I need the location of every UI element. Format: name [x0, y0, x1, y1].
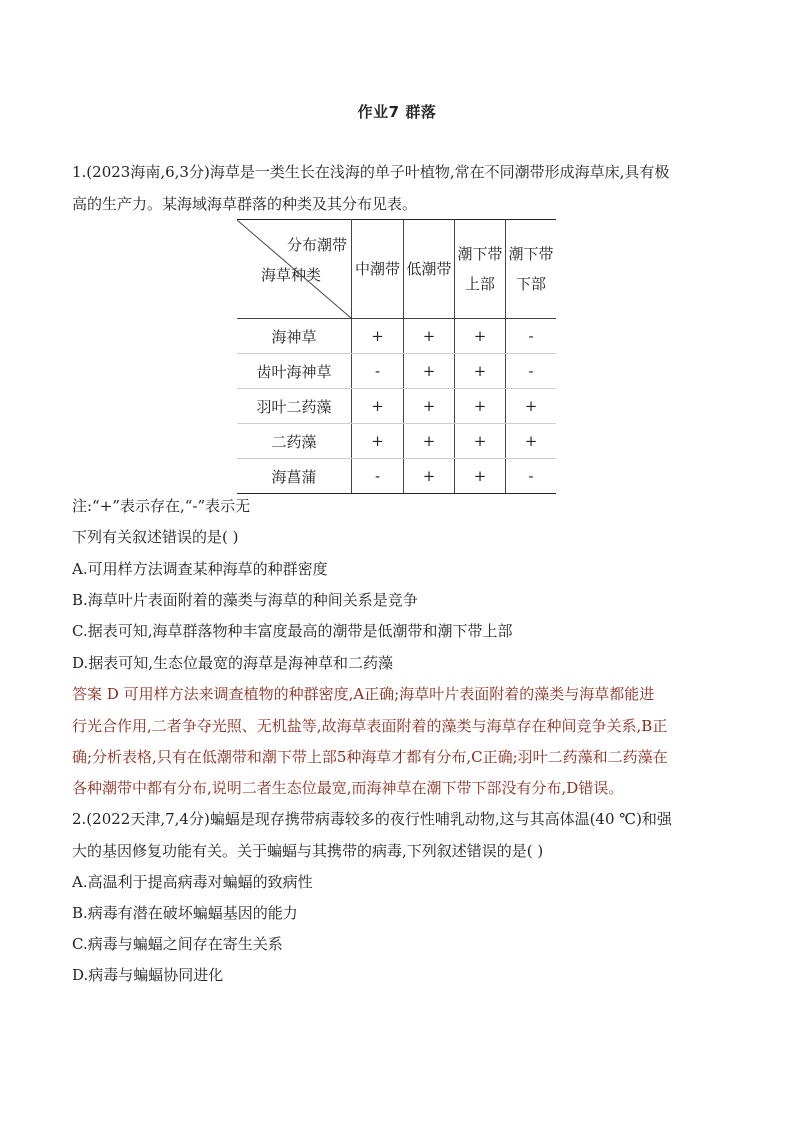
- table-note: 注:“+”表示存在,“-”表示无: [72, 497, 251, 515]
- q2-stem-line-1: 2.(2022天津,7,4分)蝙蝠是现存携带病毒较多的夜行性哺乳动物,这与其高体温(40 ℃)和强: [72, 810, 672, 828]
- q1-stem-line-1: 1.(2023海南,6,3分)海草是一类生长在浅海的单子叶植物,常在不同潮带形成海草床,具有极: [72, 163, 670, 181]
- corner-top-label: 分布潮带: [286, 236, 347, 254]
- column-header: 中潮带: [352, 220, 404, 319]
- table-cell: -: [352, 459, 404, 494]
- table-row: [237, 459, 556, 494]
- table-cell: -: [506, 459, 557, 494]
- q2-option-d: D.病毒与蝙蝠协同进化: [72, 966, 224, 984]
- q2-stem-line-2: 大的基因修复功能有关。关于蝙蝠与其携带的病毒,下列叙述错误的是( ): [72, 842, 544, 860]
- table-cell: +: [352, 319, 404, 354]
- q1-option-a: A.可用样方法调查某种海草的种群密度: [72, 560, 328, 578]
- column-header: 潮下带 下部: [506, 220, 557, 319]
- table-cell: +: [455, 389, 506, 424]
- q1-prompt: 下列有关叙述错误的是( ): [72, 528, 239, 546]
- q1-option-b: B.海草叶片表面附着的藻类与海草的种间关系是竞争: [72, 591, 418, 609]
- q1-option-d: D.据表可知,生态位最宽的海草是海神草和二药藻: [72, 654, 394, 672]
- table-cell: +: [455, 319, 506, 354]
- table-cell: +: [455, 354, 506, 389]
- q1-answer-line-2: 行光合作用,二者争夺光照、无机盐等,故海草表面附着的藻类与海草存在种间竞争关系,B正: [72, 717, 668, 735]
- seagrass-distribution-table: [237, 219, 556, 494]
- table-cell: +: [455, 459, 506, 494]
- table-cell: +: [404, 319, 455, 354]
- q1-answer-line-4: 各种潮带中都有分布,说明二者生态位最宽,而海神草在潮下带下部没有分布,D错误。: [72, 779, 624, 797]
- q1-answer-line-1: 答案 D 可用样方法来调查植物的种群密度,A正确;海草叶片表面附着的藻类与海草都能进: [72, 685, 655, 703]
- table-cell: -: [506, 354, 557, 389]
- table-cell: +: [352, 424, 404, 459]
- corner-bottom-label: 海草种类: [261, 266, 322, 284]
- column-header: 低潮带: [404, 220, 455, 319]
- column-header: 潮下带 上部: [455, 220, 506, 319]
- q1-stem-line-2: 高的生产力。某海域海草群落的种类及其分布见表。: [72, 195, 418, 213]
- table-cell: +: [506, 424, 557, 459]
- page-title: 作业7 群落: [357, 103, 437, 121]
- table-row: [237, 389, 556, 424]
- table-cell: +: [404, 459, 455, 494]
- row-label: 齿叶海神草: [237, 354, 352, 389]
- row-label: 二药藻: [237, 424, 352, 459]
- q2-option-a: A.高温利于提高病毒对蝙蝠的致病性: [72, 873, 313, 891]
- row-label: 海神草: [237, 319, 352, 354]
- table-cell: +: [404, 424, 455, 459]
- q1-answer-line-3: 确;分析表格,只有在低潮带和潮下带上部5种海草才都有分布,C正确;羽叶二药藻和二药藻在: [72, 748, 668, 766]
- table-cell: +: [455, 424, 506, 459]
- table-row: [237, 319, 556, 354]
- table-row: [237, 354, 556, 389]
- q1-option-c: C.据表可知,海草群落物种丰富度最高的潮带是低潮带和潮下带上部: [72, 622, 513, 640]
- table-row: [237, 424, 556, 459]
- q2-option-b: B.病毒有潜在破坏蝙蝠基因的能力: [72, 904, 298, 922]
- table-cell: -: [506, 319, 557, 354]
- table-corner-cell: [237, 220, 352, 319]
- row-label: 羽叶二药藻: [237, 389, 352, 424]
- row-label: 海菖蒲: [237, 459, 352, 494]
- table-cell: -: [352, 354, 404, 389]
- table-cell: +: [404, 354, 455, 389]
- q2-option-c: C.病毒与蝙蝠之间存在寄生关系: [72, 935, 283, 953]
- table-cell: +: [404, 389, 455, 424]
- table-cell: +: [352, 389, 404, 424]
- table-cell: +: [506, 389, 557, 424]
